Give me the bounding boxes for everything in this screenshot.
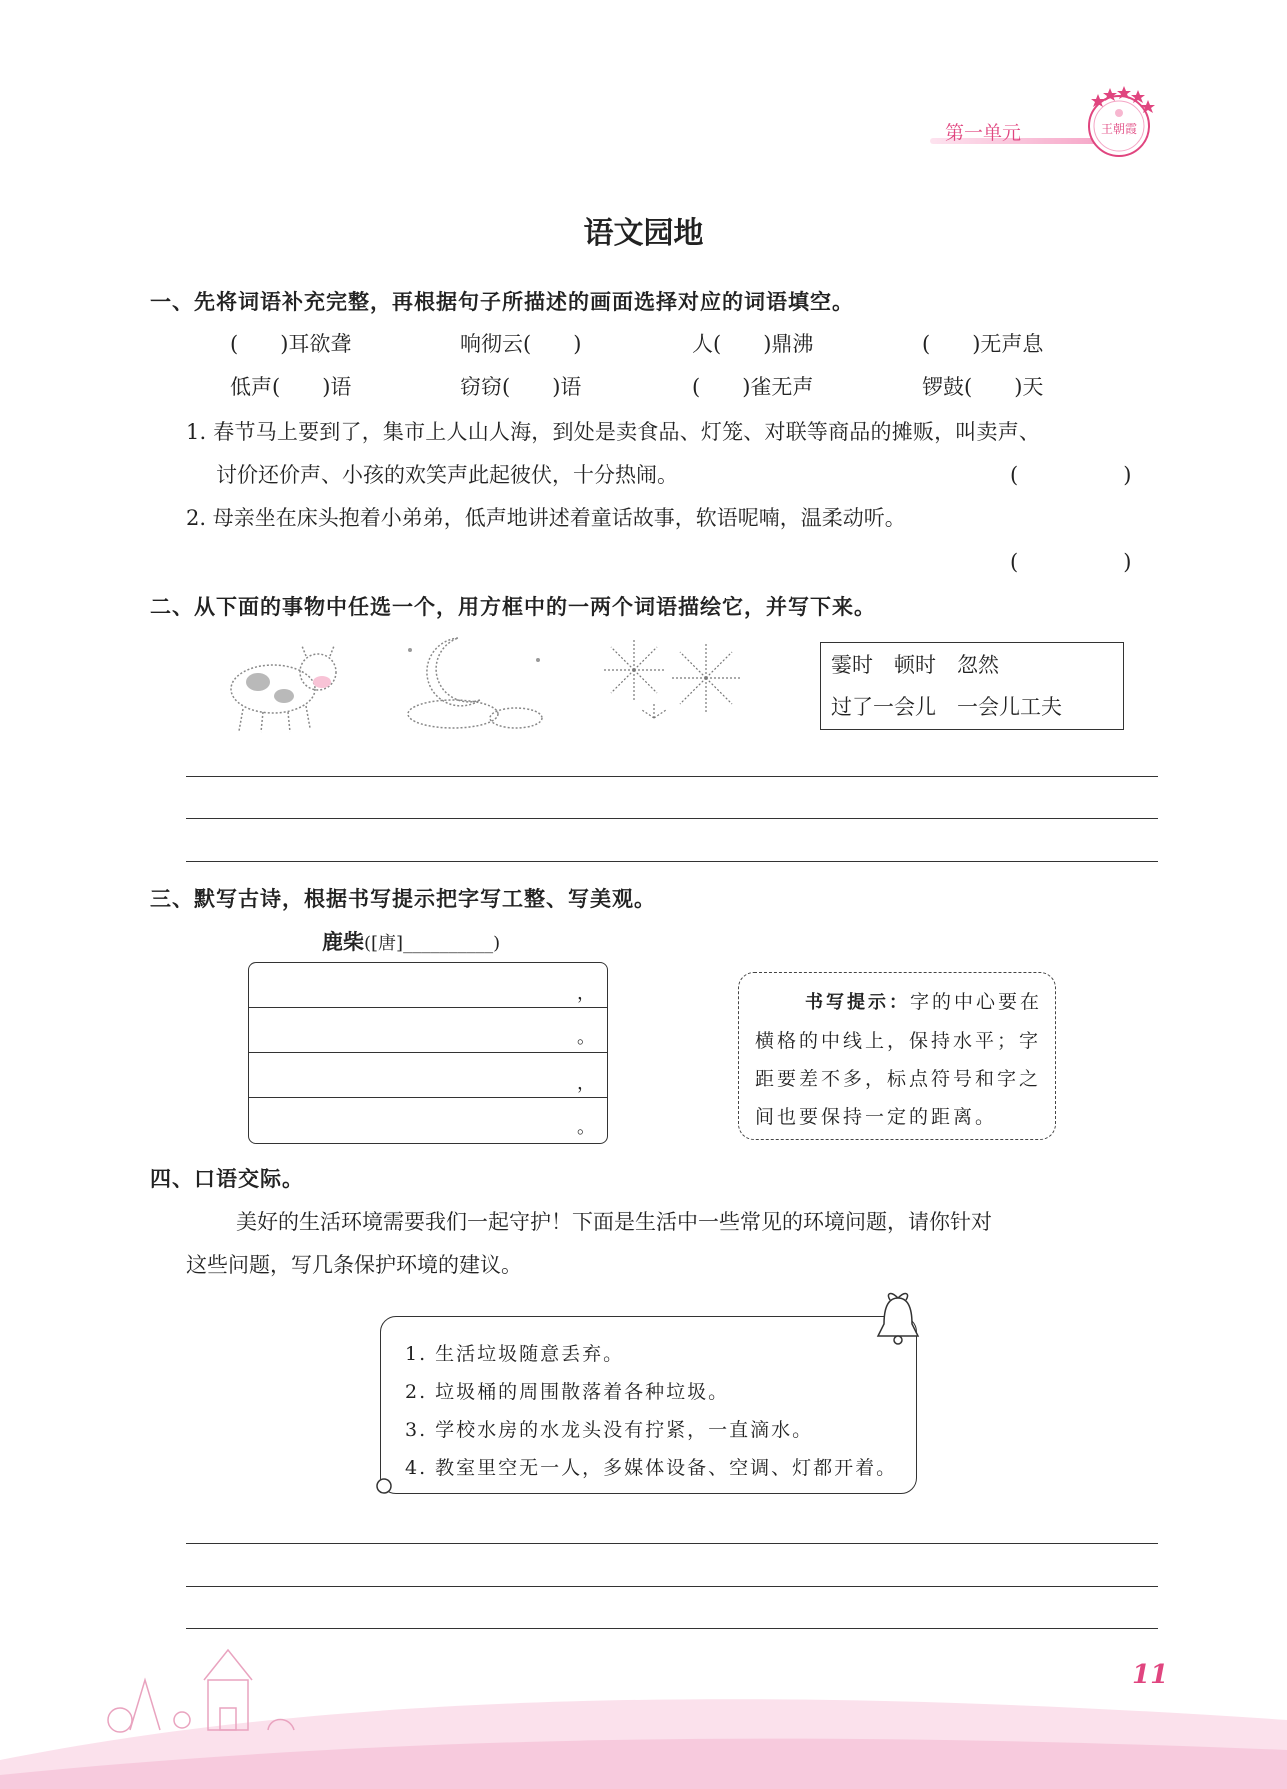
poem-writing-box[interactable]: [248, 962, 608, 1144]
blank-word: ( )雀无声: [692, 375, 814, 399]
page-number: 11: [1132, 1660, 1169, 1690]
tip-text: 字的中心要在横格的中线上，保持水平；字距要差不多，标点符号和字之间也要保持一定的距离。: [755, 991, 1043, 1128]
writing-line[interactable]: [186, 1543, 1158, 1544]
writing-line[interactable]: [186, 776, 1158, 777]
issue-item: 2. 垃圾桶的周围散落着各种垃圾。: [405, 1381, 730, 1403]
word-box-row2: 过了一会儿 一会儿工夫: [831, 695, 1062, 719]
poem-punct: 。: [577, 1027, 595, 1048]
blank-word: ( )耳欲聋: [230, 332, 352, 356]
blank-word: 低声( )语: [230, 375, 352, 399]
writing-tip: [755, 983, 1045, 1136]
issues-box: [380, 1316, 917, 1494]
footer-decoration: [0, 1640, 1287, 1789]
writing-line[interactable]: [186, 1628, 1158, 1629]
poem-line: [249, 1097, 607, 1098]
decor-circle-icon: [372, 1474, 396, 1498]
question-1-line2: 讨价还价声、小孩的欢笑声此起彼伏，十分热闹。: [216, 463, 678, 487]
poem-punct: ，: [577, 983, 595, 1004]
section4-heading: 四、口语交际。: [150, 1167, 304, 1191]
brand-logo: [1078, 80, 1160, 162]
section2-heading: 二、从下面的事物中任选一个，用方框中的一两个词语描绘它，并写下来。: [150, 595, 876, 619]
fireworks-picture: [594, 630, 752, 736]
issue-item: 4. 教室里空无一人，多媒体设备、空调、灯都开着。: [405, 1457, 898, 1479]
blank-word: ( )无声息: [922, 332, 1044, 356]
issue-item: 3. 学校水房的水龙头没有拧紧，一直滴水。: [405, 1419, 814, 1441]
blank-word: 人( )鼎沸: [692, 332, 814, 356]
section1-heading: 一、先将词语补充完整，再根据句子所描述的画面选择对应的词语填空。: [150, 290, 854, 314]
blank-word: 锣鼓( )天: [922, 375, 1044, 399]
word-box-row1: 霎时 顿时 忽然: [831, 653, 999, 677]
answer-blank-2[interactable]: ( ): [1010, 550, 1132, 574]
badge-text: 王朝霞: [1100, 122, 1138, 136]
unit-label: 第一单元: [945, 122, 1022, 144]
writing-line[interactable]: [186, 1586, 1158, 1587]
answer-blank-1[interactable]: ( ): [1010, 463, 1132, 487]
poem-line: [249, 1052, 607, 1053]
writing-line[interactable]: [186, 818, 1158, 819]
question-1-line1: 1. 春节马上要到了，集市上人山人海，到处是卖食品、灯笼、对联等商品的摊贩，叫卖声、: [186, 420, 1041, 444]
question-2: 2. 母亲坐在床头抱着小弟弟，低声地讲述着童话故事，软语呢喃，温柔动听。: [186, 506, 906, 530]
poem-dynasty: ([唐]: [364, 933, 404, 954]
section4-paragraph-line1: 美好的生活环境需要我们一起守护！下面是生活中一些常见的环境问题，请你针对: [236, 1210, 992, 1234]
poem-title: 鹿柴: [322, 930, 364, 954]
poem-punct: ，: [577, 1073, 595, 1094]
section4-paragraph-line2: 这些问题，写几条保护环境的建议。: [186, 1253, 522, 1277]
poem-line: [249, 1007, 607, 1008]
blank-word: 窃窃( )语: [460, 375, 582, 399]
writing-tip-box: [738, 972, 1056, 1140]
poem-heading: [322, 926, 500, 956]
tip-label: 书写提示：: [805, 992, 910, 1013]
moon-picture: [398, 630, 548, 734]
blank-word: 响彻云( ): [460, 332, 582, 356]
writing-line[interactable]: [186, 861, 1158, 862]
poem-author-blank[interactable]: __________): [403, 933, 501, 954]
bell-icon: [866, 1290, 930, 1352]
word-box: [820, 642, 1124, 730]
cow-picture: [218, 634, 352, 734]
section3-heading: 三、默写古诗，根据书写提示把字写工整、写美观。: [150, 887, 656, 911]
poem-punct: 。: [577, 1117, 595, 1138]
issue-item: 1. 生活垃圾随意丢弃。: [405, 1343, 625, 1365]
page-title: 语文园地: [583, 216, 704, 251]
